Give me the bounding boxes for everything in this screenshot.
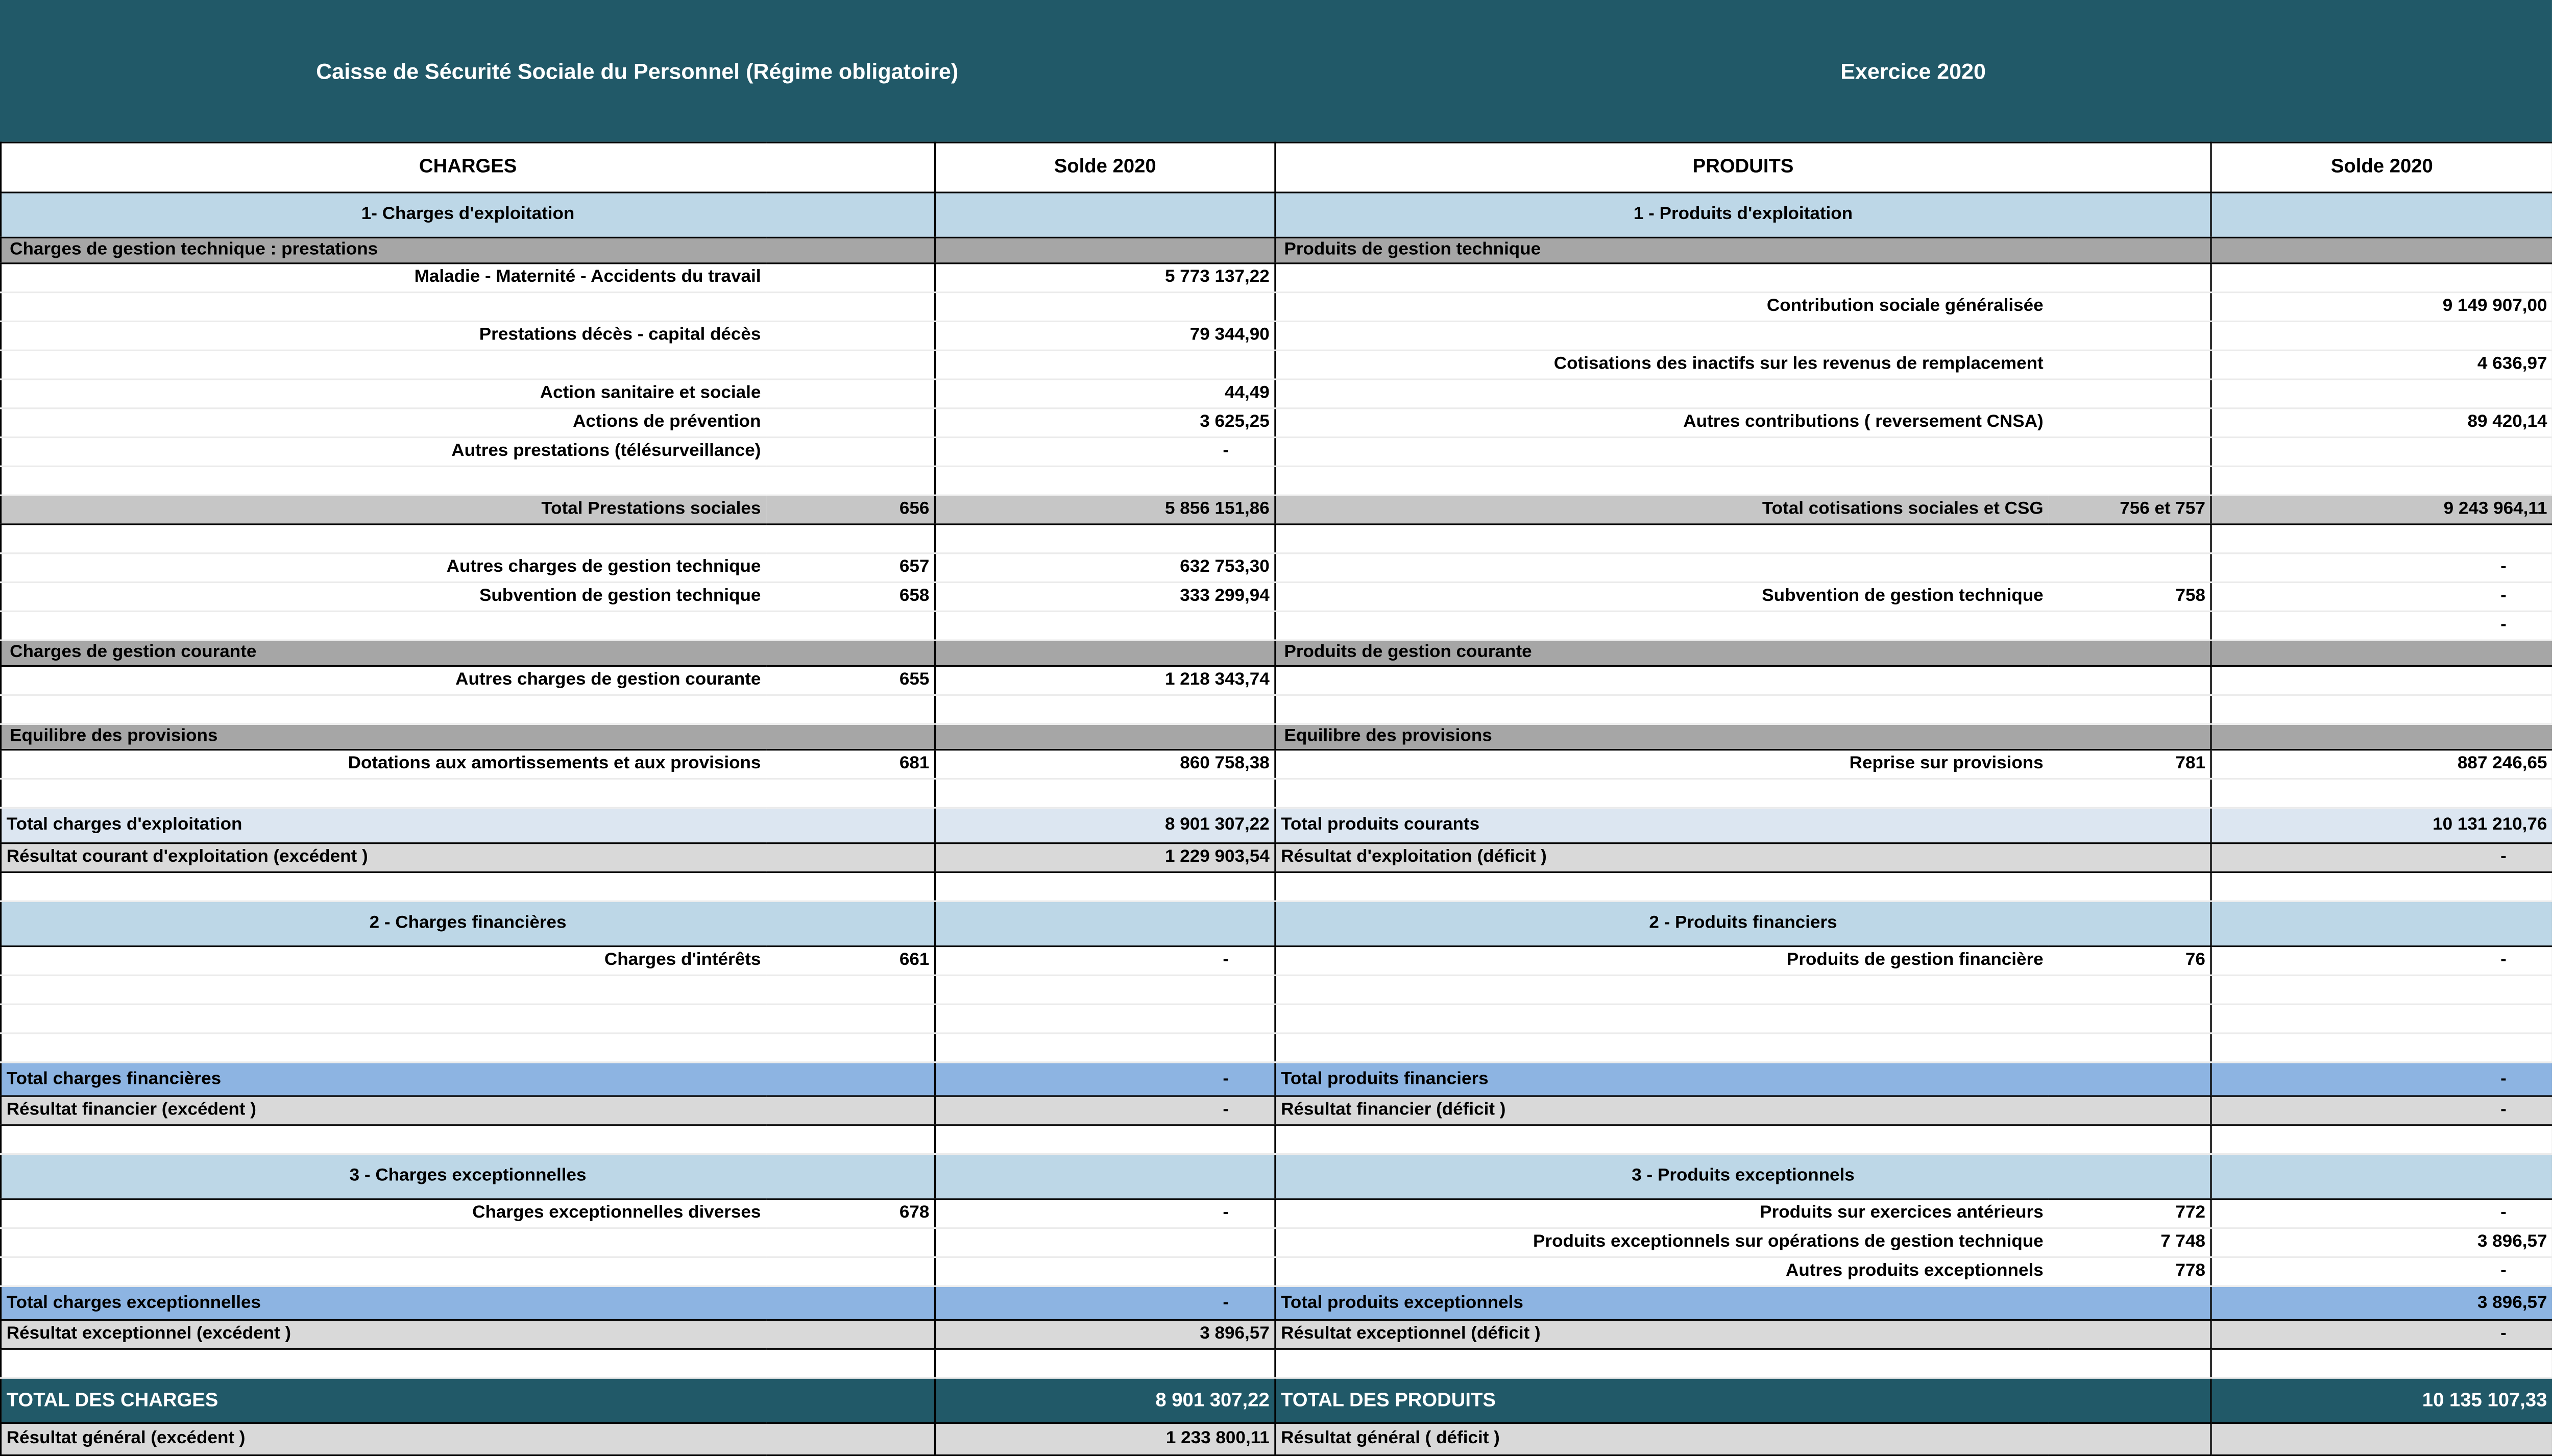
table-row xyxy=(1,1125,2552,1154)
row-label: Reprise sur provisions xyxy=(1275,750,2048,779)
amount-value xyxy=(935,1257,1275,1286)
row-label: Total produits exceptionnels xyxy=(1275,1286,2211,1320)
table-row xyxy=(1,611,2552,640)
account-code: 657 xyxy=(766,553,935,583)
account-code: 756 et 757 xyxy=(2048,495,2211,524)
table-row xyxy=(1,466,2552,495)
account-code xyxy=(766,293,935,322)
account-code: 772 xyxy=(2048,1199,2211,1228)
table-row xyxy=(1,1286,2552,1320)
row-label: Résultat général ( déficit ) xyxy=(1275,1423,2211,1455)
row-label xyxy=(1,975,766,1004)
row-label: Total charges d'exploitation xyxy=(1,808,935,843)
row-label: Subvention de gestion technique xyxy=(1,583,766,612)
amount-value: 1 229 903,54 xyxy=(935,843,1275,872)
amount-value: 9 243 964,11 xyxy=(2211,495,2552,524)
row-label xyxy=(1275,1125,2048,1154)
amount-value: - xyxy=(935,1199,1275,1228)
amount-value xyxy=(2211,524,2552,553)
amount-value: - xyxy=(2211,947,2552,976)
row-label: Autres contributions ( reversement CNSA) xyxy=(1275,408,2048,438)
table-row xyxy=(1,379,2552,408)
row-label: 3 - Produits exceptionnels xyxy=(1275,1154,2211,1199)
account-code xyxy=(2048,263,2211,293)
amount-value: - xyxy=(2211,1320,2552,1349)
row-label: Equilibre des provisions xyxy=(1,724,935,749)
account-code xyxy=(766,524,935,553)
row-label xyxy=(1,524,766,553)
account-code xyxy=(2048,695,2211,724)
amount-value: - xyxy=(935,1286,1275,1320)
row-label: Total produits courants xyxy=(1275,808,2211,843)
table-row xyxy=(1,1199,2552,1228)
table-row xyxy=(1,724,2552,749)
row-label: 1- Charges d'exploitation xyxy=(1,192,935,237)
amount-value: 10 135 107,33 xyxy=(2211,1378,2552,1423)
amount-value xyxy=(2211,321,2552,350)
amount-value xyxy=(935,466,1275,495)
amount-value: 1 218 343,74 xyxy=(935,666,1275,695)
row-label: Action sanitaire et sociale xyxy=(1,379,766,408)
table-row xyxy=(1,1349,2552,1378)
account-code xyxy=(2048,872,2211,901)
account-code xyxy=(766,695,935,724)
column-header: CHARGES xyxy=(1,142,935,192)
table-row xyxy=(1,321,2552,350)
amount-value: 9 149 907,00 xyxy=(2211,293,2552,322)
amount-value xyxy=(2211,640,2552,666)
account-code xyxy=(2048,524,2211,553)
amount-value: 79 344,90 xyxy=(935,321,1275,350)
amount-value xyxy=(935,1004,1275,1033)
amount-value xyxy=(2211,666,2552,695)
account-code xyxy=(766,350,935,379)
account-code xyxy=(2048,293,2211,322)
amount-value: 632 753,30 xyxy=(935,553,1275,583)
account-code xyxy=(766,779,935,808)
account-code xyxy=(766,1228,935,1257)
amount-value: 3 896,57 xyxy=(935,1320,1275,1349)
account-code: 781 xyxy=(2048,750,2211,779)
row-label xyxy=(1,1228,766,1257)
row-label: Charges de gestion courante xyxy=(1,640,935,666)
amount-value xyxy=(2211,379,2552,408)
account-code xyxy=(2048,611,2211,640)
amount-value xyxy=(2211,1154,2552,1199)
amount-value xyxy=(935,293,1275,322)
table-row xyxy=(1,843,2552,872)
amount-value xyxy=(2211,1349,2552,1378)
row-label: 1 - Produits d'exploitation xyxy=(1275,192,2211,237)
amount-value xyxy=(2211,779,2552,808)
row-label xyxy=(1275,1033,2048,1062)
row-label xyxy=(1275,466,2048,495)
row-label xyxy=(1275,611,2048,640)
amount-value: - xyxy=(2211,553,2552,583)
table-row xyxy=(1,1378,2552,1423)
amount-value xyxy=(2211,466,2552,495)
account-code: 661 xyxy=(766,947,935,976)
row-label: Résultat courant d'exploitation (excédent ) xyxy=(1,843,935,872)
account-code xyxy=(2048,321,2211,350)
amount-value: - xyxy=(2211,1257,2552,1286)
account-code: 678 xyxy=(766,1199,935,1228)
table-row xyxy=(1,901,2552,946)
amount-value xyxy=(935,901,1275,946)
account-code: 656 xyxy=(766,495,935,524)
table-row xyxy=(1,263,2552,293)
table-row xyxy=(1,438,2552,467)
amount-value xyxy=(2211,1033,2552,1062)
account-code xyxy=(2048,438,2211,467)
row-label xyxy=(1275,975,2048,1004)
table-row xyxy=(1,695,2552,724)
row-label: Total Prestations sociales xyxy=(1,495,766,524)
amount-value xyxy=(935,1154,1275,1199)
account-code xyxy=(766,438,935,467)
row-label: Produits de gestion financière xyxy=(1275,947,2048,976)
amount-value: 3 625,25 xyxy=(935,408,1275,438)
account-code xyxy=(2048,553,2211,583)
table-row xyxy=(1,524,2552,553)
table-row xyxy=(1,1423,2552,1455)
table-row xyxy=(1,583,2552,612)
header-row xyxy=(1,142,2552,192)
row-label: Résultat financier (déficit ) xyxy=(1275,1096,2211,1125)
table-row xyxy=(1,808,2552,843)
row-label xyxy=(1,350,766,379)
account-code xyxy=(2048,408,2211,438)
amount-value: 8 901 307,22 xyxy=(935,808,1275,843)
row-label: Total charges exceptionnelles xyxy=(1,1286,935,1320)
amount-value xyxy=(935,975,1275,1004)
table-row xyxy=(1,553,2552,583)
row-label: Total produits financiers xyxy=(1275,1062,2211,1096)
row-label: Autres prestations (télésurveillance) xyxy=(1,438,766,467)
amount-value: - xyxy=(2211,1062,2552,1096)
row-label: Total charges financières xyxy=(1,1062,935,1096)
table-row xyxy=(1,975,2552,1004)
account-code xyxy=(2048,779,2211,808)
title-bar xyxy=(0,0,2552,142)
row-label xyxy=(1275,695,2048,724)
row-label: Résultat général (excédent ) xyxy=(1,1423,935,1455)
table-row xyxy=(1,293,2552,322)
row-label xyxy=(1,611,766,640)
row-label: Autres charges de gestion technique xyxy=(1,553,766,583)
account-code xyxy=(766,408,935,438)
amount-value xyxy=(935,724,1275,749)
amount-value xyxy=(935,779,1275,808)
table-row xyxy=(1,1228,2552,1257)
row-label: Subvention de gestion technique xyxy=(1275,583,2048,612)
row-label: Contribution sociale généralisée xyxy=(1275,293,2048,322)
account-code xyxy=(2048,466,2211,495)
account-code xyxy=(2048,975,2211,1004)
account-code xyxy=(766,1033,935,1062)
amount-value: - xyxy=(2211,1096,2552,1125)
table-row xyxy=(1,750,2552,779)
amount-value xyxy=(935,1349,1275,1378)
table-row xyxy=(1,237,2552,263)
row-label xyxy=(1,1349,766,1378)
row-label: Charges exceptionnelles diverses xyxy=(1,1199,766,1228)
account-code xyxy=(2048,1125,2211,1154)
amount-value: 3 896,57 xyxy=(2211,1228,2552,1257)
amount-value xyxy=(2211,1125,2552,1154)
amount-value xyxy=(935,640,1275,666)
account-code xyxy=(766,872,935,901)
table-row xyxy=(1,872,2552,901)
table-row xyxy=(1,1320,2552,1349)
amount-value: - xyxy=(935,947,1275,976)
row-label xyxy=(1,1004,766,1033)
amount-value xyxy=(935,1033,1275,1062)
amount-value xyxy=(2211,192,2552,237)
row-label: Prestations décès - capital décès xyxy=(1,321,766,350)
account-code: 7 748 xyxy=(2048,1228,2211,1257)
row-label xyxy=(1275,1349,2048,1378)
account-code xyxy=(766,379,935,408)
table-row xyxy=(1,192,2552,237)
row-label xyxy=(1275,321,2048,350)
table-row xyxy=(1,666,2552,695)
account-code xyxy=(766,466,935,495)
row-label: 2 - Produits financiers xyxy=(1275,901,2211,946)
amount-value xyxy=(2211,1423,2552,1455)
row-label xyxy=(1275,263,2048,293)
row-label xyxy=(1,695,766,724)
amount-value: - xyxy=(2211,611,2552,640)
amount-value xyxy=(935,237,1275,263)
amount-value xyxy=(935,192,1275,237)
table-row xyxy=(1,1154,2552,1199)
amount-value: - xyxy=(2211,583,2552,612)
row-label xyxy=(1275,872,2048,901)
row-label: Produits de gestion technique xyxy=(1275,237,2211,263)
row-label: Autres produits exceptionnels xyxy=(1275,1257,2048,1286)
amount-value xyxy=(935,695,1275,724)
column-header: PRODUITS xyxy=(1275,142,2211,192)
amount-value: 5 773 137,22 xyxy=(935,263,1275,293)
row-label: Résultat financier (excédent ) xyxy=(1,1096,935,1125)
row-label xyxy=(1,779,766,808)
title-bar-right xyxy=(1274,0,2552,142)
account-code xyxy=(2048,1349,2211,1378)
table-row xyxy=(1,408,2552,438)
account-code xyxy=(766,1004,935,1033)
column-header: Solde 2020 xyxy=(2211,142,2552,192)
table-row xyxy=(1,1004,2552,1033)
exercise-year: Exercice 2020 xyxy=(1840,59,1986,83)
column-header: Solde 2020 xyxy=(935,142,1275,192)
amount-value: - xyxy=(935,1096,1275,1125)
row-label: TOTAL DES PRODUITS xyxy=(1275,1378,2211,1423)
amount-value xyxy=(2211,237,2552,263)
account-code xyxy=(766,1257,935,1286)
account-code xyxy=(2048,350,2211,379)
row-label: Résultat d'exploitation (déficit ) xyxy=(1275,843,2211,872)
amount-value xyxy=(935,524,1275,553)
account-code xyxy=(766,1349,935,1378)
row-label: Total cotisations sociales et CSG xyxy=(1275,495,2048,524)
amount-value: 8 901 307,22 xyxy=(935,1378,1275,1423)
income-statement-table xyxy=(0,142,2552,1456)
row-label: 3 - Charges exceptionnelles xyxy=(1,1154,935,1199)
row-label: 2 - Charges financières xyxy=(1,901,935,946)
amount-value: 887 246,65 xyxy=(2211,750,2552,779)
row-label: Résultat exceptionnel (déficit ) xyxy=(1275,1320,2211,1349)
amount-value xyxy=(935,611,1275,640)
table-row xyxy=(1,947,2552,976)
table-row xyxy=(1,1033,2552,1062)
document-title: Caisse de Sécurité Sociale du Personnel (Régime obligatoire) xyxy=(316,59,959,83)
amount-value: 5 856 151,86 xyxy=(935,495,1275,524)
amount-value xyxy=(935,872,1275,901)
row-label xyxy=(1,1257,766,1286)
account-code xyxy=(766,321,935,350)
account-code xyxy=(2048,1033,2211,1062)
amount-value: 89 420,14 xyxy=(2211,408,2552,438)
amount-value xyxy=(935,350,1275,379)
amount-value xyxy=(2211,695,2552,724)
table-row xyxy=(1,495,2552,524)
amount-value xyxy=(2211,724,2552,749)
table-row xyxy=(1,640,2552,666)
table-row xyxy=(1,779,2552,808)
amount-value xyxy=(2211,438,2552,467)
amount-value: 10 131 210,76 xyxy=(2211,808,2552,843)
amount-value xyxy=(2211,872,2552,901)
row-label: TOTAL DES CHARGES xyxy=(1,1378,935,1423)
title-bar-left xyxy=(0,0,1274,142)
row-label: Charges de gestion technique : prestations xyxy=(1,237,935,263)
row-label xyxy=(1275,666,2048,695)
account-code: 681 xyxy=(766,750,935,779)
account-code xyxy=(766,975,935,1004)
amount-value xyxy=(2211,1004,2552,1033)
amount-value xyxy=(2211,901,2552,946)
table-row xyxy=(1,1062,2552,1096)
row-label xyxy=(1,1033,766,1062)
amount-value: - xyxy=(2211,843,2552,872)
row-label xyxy=(1,1125,766,1154)
row-label: Produits de gestion courante xyxy=(1275,640,2211,666)
amount-value: 44,49 xyxy=(935,379,1275,408)
amount-value: - xyxy=(935,1062,1275,1096)
table-row xyxy=(1,1096,2552,1125)
account-code: 758 xyxy=(2048,583,2211,612)
row-label: Cotisations des inactifs sur les revenus de remplacement xyxy=(1275,350,2048,379)
account-code xyxy=(766,263,935,293)
row-label: Produits sur exercices antérieurs xyxy=(1275,1199,2048,1228)
row-label xyxy=(1,466,766,495)
row-label xyxy=(1275,779,2048,808)
amount-value: - xyxy=(935,438,1275,467)
account-code: 76 xyxy=(2048,947,2211,976)
account-code xyxy=(766,611,935,640)
row-label xyxy=(1275,1004,2048,1033)
row-label xyxy=(1275,438,2048,467)
amount-value xyxy=(935,1228,1275,1257)
row-label xyxy=(1,872,766,901)
account-code xyxy=(2048,666,2211,695)
table-row xyxy=(1,1257,2552,1286)
account-code: 658 xyxy=(766,583,935,612)
amount-value xyxy=(2211,975,2552,1004)
amount-value xyxy=(2211,263,2552,293)
account-code xyxy=(2048,1004,2211,1033)
account-code xyxy=(766,1125,935,1154)
row-label: Résultat exceptionnel (excédent ) xyxy=(1,1320,935,1349)
row-label xyxy=(1275,379,2048,408)
row-label: Produits exceptionnels sur opérations de gestion technique xyxy=(1275,1228,2048,1257)
account-code: 655 xyxy=(766,666,935,695)
table-row xyxy=(1,350,2552,379)
row-label: Autres charges de gestion courante xyxy=(1,666,766,695)
row-label: Maladie - Maternité - Accidents du travail xyxy=(1,263,766,293)
account-code xyxy=(2048,379,2211,408)
row-label xyxy=(1275,524,2048,553)
amount-value: 4 636,97 xyxy=(2211,350,2552,379)
amount-value: 1 233 800,11 xyxy=(935,1423,1275,1455)
amount-value: - xyxy=(2211,1199,2552,1228)
row-label: Charges d'intérêts xyxy=(1,947,766,976)
row-label xyxy=(1275,553,2048,583)
account-code: 778 xyxy=(2048,1257,2211,1286)
row-label: Actions de prévention xyxy=(1,408,766,438)
amount-value: 3 896,57 xyxy=(2211,1286,2552,1320)
row-label xyxy=(1,293,766,322)
row-label: Dotations aux amortissements et aux provisions xyxy=(1,750,766,779)
row-label: Equilibre des provisions xyxy=(1275,724,2211,749)
amount-value: 860 758,38 xyxy=(935,750,1275,779)
amount-value: 333 299,94 xyxy=(935,583,1275,612)
amount-value xyxy=(935,1125,1275,1154)
